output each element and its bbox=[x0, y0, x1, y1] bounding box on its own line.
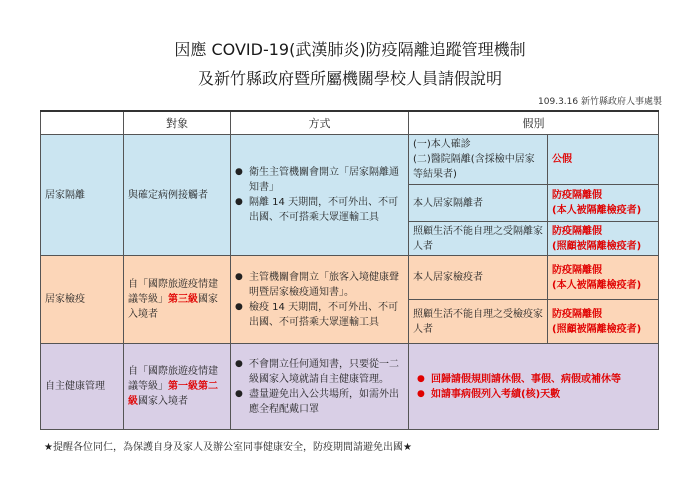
bullet-icon: ● bbox=[235, 271, 243, 282]
list-item: ● 盡量避免出入公共場所，如需外出應全程配戴口罩 bbox=[235, 388, 399, 415]
document-title-line-1: 因應 COVID-19(武漢肺炎)防疫隔離追蹤管理機制 bbox=[174, 40, 526, 59]
list-item: ● 衛生主管機關會開立「居家隔離通知書」 bbox=[235, 167, 399, 193]
header-method: 方式 bbox=[231, 111, 409, 135]
target-home-quarantine: 自「國際旅遊疫情建議等級」第三級國家入境者 bbox=[124, 256, 231, 344]
leave-who: 本人居家隔離者 bbox=[409, 185, 548, 222]
category-home-isolation: 居家隔離 bbox=[41, 135, 124, 256]
bullet-icon: ● bbox=[235, 358, 243, 369]
bullet-icon: ● bbox=[235, 301, 243, 312]
leave-who: 本人居家檢疫者 bbox=[409, 256, 548, 300]
leave-type: 防疫隔離假 (照顧被隔離檢疫者) bbox=[548, 300, 659, 344]
list-item: ● 檢疫 14 天期間，不可外出、不可出國、不可搭乘大眾運輸工具 bbox=[235, 301, 399, 328]
list-item: ● 隔離 14 天期間，不可外出、不可出國、不可搭乘大眾運輸工具 bbox=[235, 197, 399, 223]
policy-table bbox=[40, 110, 659, 430]
bullet-icon: ● bbox=[417, 388, 425, 399]
leave-who: (一)本人確診 (二)醫院隔離(含採檢中居家等結果者) bbox=[409, 135, 548, 185]
leave-who: 照顧生活不能自理之受檢疫家人者 bbox=[409, 300, 548, 344]
bullet-icon: ● bbox=[417, 373, 425, 384]
list-item: ● 不會開立任何通知書，只要從一二級國家入境就請自主健康管理。 bbox=[235, 358, 399, 385]
category-home-quarantine: 居家檢疫 bbox=[41, 256, 124, 344]
date-note: 109.3.16 新竹縣政府人事處製 bbox=[538, 97, 662, 107]
target-home-isolation: 與確定病例接觸者 bbox=[124, 135, 231, 256]
footer-reminder: ★提醒各位同仁，為保護自身及家人及辦公室同事健康安全，防疫期間請避免出國★ bbox=[44, 442, 412, 453]
list-item: ● 回歸請假規則請休假、事假、病假或補休等 bbox=[417, 373, 621, 385]
leave-type: 防疫隔離假 (本人被隔離檢疫者) bbox=[548, 256, 659, 300]
bullet-icon: ● bbox=[235, 197, 243, 207]
bullet-icon: ● bbox=[235, 167, 243, 177]
method-self-health bbox=[231, 344, 409, 430]
list-item: ● 如請事病假列入考績(核)天數 bbox=[417, 388, 561, 400]
category-self-health: 自主健康管理 bbox=[41, 344, 124, 430]
leave-type: 公假 bbox=[548, 135, 659, 185]
bullet-icon: ● bbox=[235, 388, 243, 399]
leave-type: 防疫隔離假 (本人被隔離檢疫者) bbox=[548, 185, 659, 222]
document-title-line-2: 及新竹縣政府暨所屬機關學校人員請假說明 bbox=[197, 69, 502, 88]
method-home-isolation bbox=[231, 135, 409, 256]
leave-who: 照顧生活不能自理之受隔離家人者 bbox=[409, 222, 548, 256]
leave-type: 防疫隔離假 (照顧被隔離檢疫者) bbox=[548, 222, 659, 256]
list-item: ● 主管機關會開立「旅客入境健康聲明暨居家檢疫通知書」。 bbox=[235, 271, 399, 298]
header-blank bbox=[41, 111, 124, 135]
target-self-health: 自「國際旅遊疫情建議等級」第一級第二級國家入境者 bbox=[124, 344, 231, 430]
method-home-quarantine bbox=[231, 256, 409, 344]
leave-rules-self-health bbox=[409, 344, 659, 430]
header-leave-type: 假別 bbox=[409, 111, 659, 135]
header-target: 對象 bbox=[124, 111, 231, 135]
